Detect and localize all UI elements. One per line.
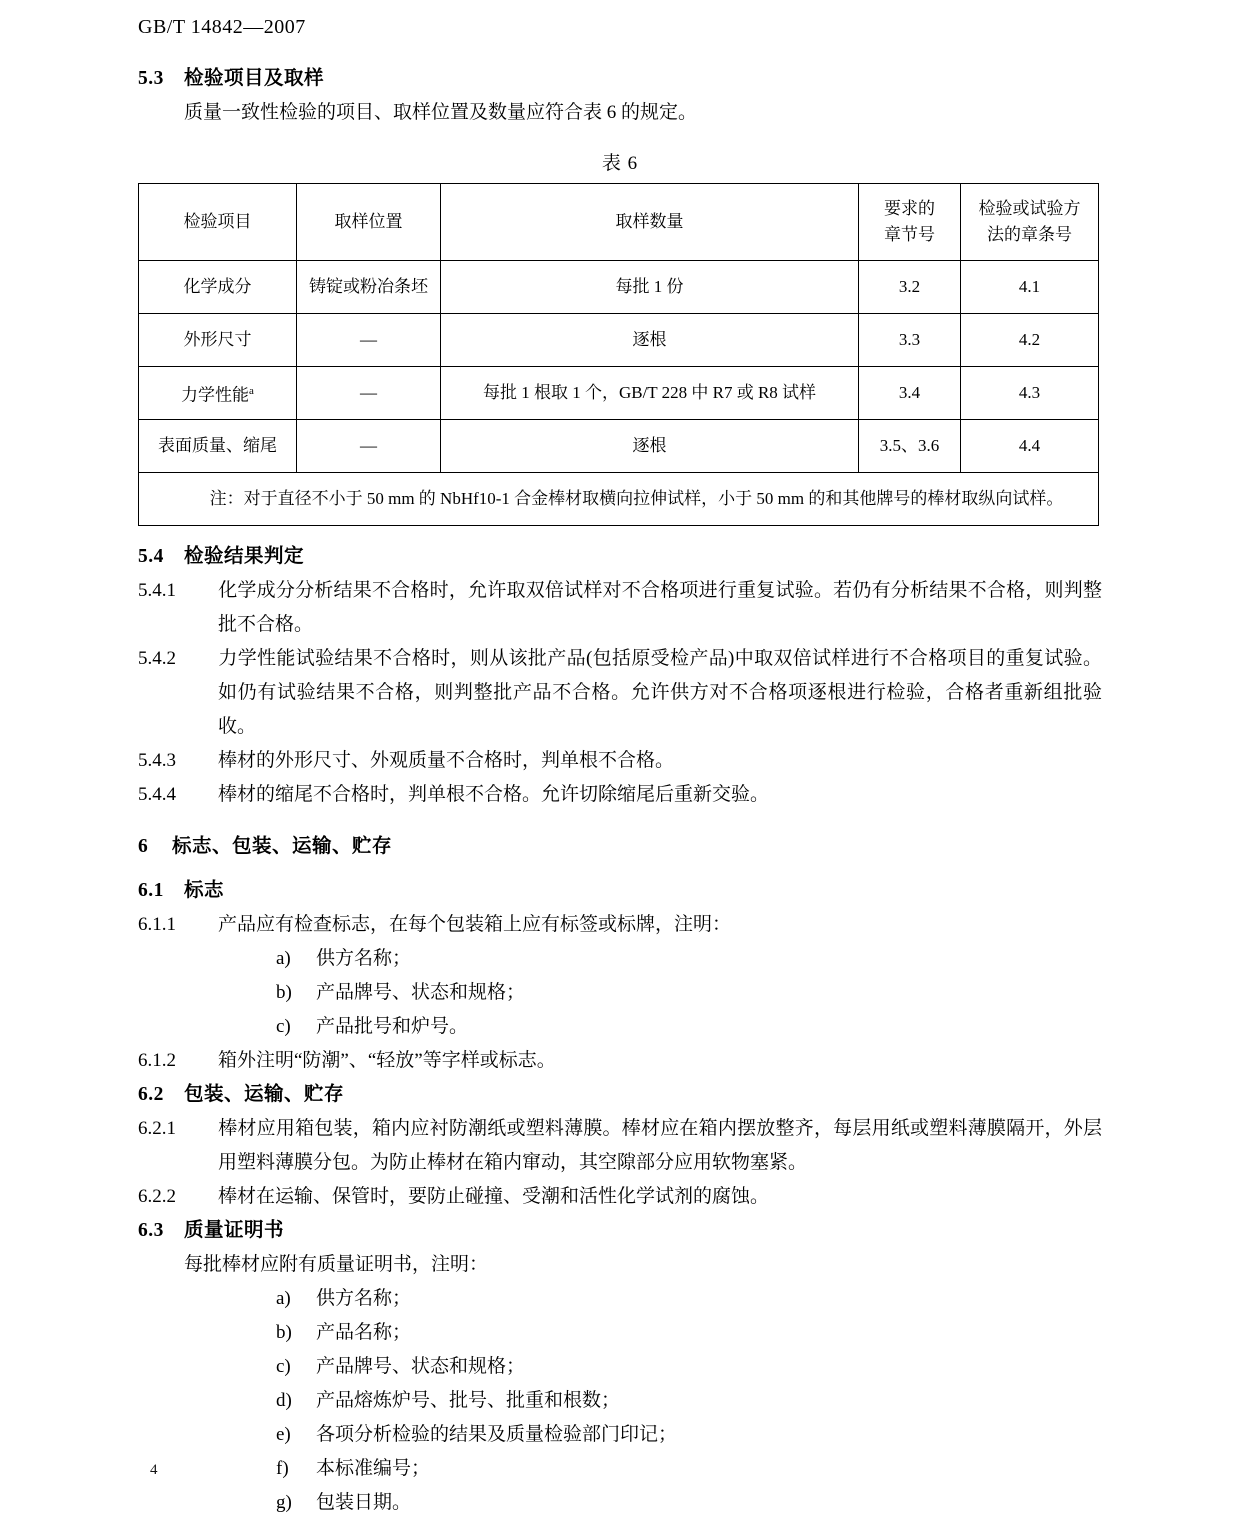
list-item bbox=[138, 1452, 1102, 1486]
heading-6-2 bbox=[138, 1078, 1102, 1106]
cell-quantity: 逐根 bbox=[441, 420, 859, 473]
paragraph-5-4-2-label: 5.4.2 bbox=[138, 648, 176, 669]
cell-item-text: 力学性能 bbox=[181, 385, 250, 405]
list-item-text: 本标准编号； bbox=[316, 1458, 431, 1479]
list-item-text: 供方名称； bbox=[316, 948, 412, 969]
paragraph-5-4-2-text: 力学性能试验结果不合格时，则从该批产品(包括原受检产品)中取双倍试样进行不合格项目的重复试验。如仍有试验结果不合格，则判整批产品不合格。允许供方对不合格项逐根进行检验，合格者重新组批验收。 bbox=[218, 648, 1102, 737]
cell-position: — bbox=[297, 314, 441, 367]
list-item-text: 产品名称； bbox=[316, 1322, 412, 1343]
cell-quantity: 每批 1 根取 1 个，GB/T 228 中 R7 或 R8 试样 bbox=[441, 367, 859, 420]
cell-position: 铸锭或粉冶条坯 bbox=[297, 261, 441, 314]
paragraph-6-2-2-label: 6.2.2 bbox=[138, 1186, 176, 1207]
cell-item: 化学成分 bbox=[139, 261, 297, 314]
header-cell-req-clause-line1: 要求的 bbox=[884, 199, 935, 218]
heading-6-3-number: 6.3 bbox=[138, 1220, 164, 1241]
list-item-marker: d) bbox=[276, 1390, 292, 1411]
list-item-marker: c) bbox=[276, 1016, 291, 1037]
paragraph-5-4-3-label: 5.4.3 bbox=[138, 750, 176, 771]
paragraph-6-2-1-text: 棒材应用箱包装，箱内应衬防潮纸或塑料薄膜。棒材应在箱内摆放整齐，每层用纸或塑料薄膜隔开，外层用塑料薄膜分包。为防止棒材在箱内窜动，其空隙部分应用软物塞紧。 bbox=[218, 1118, 1102, 1173]
heading-6-1 bbox=[138, 874, 1102, 902]
cell-method-clause: 4.2 bbox=[961, 314, 1099, 367]
cell-req-clause: 3.4 bbox=[859, 367, 961, 420]
table-6 bbox=[138, 183, 1099, 526]
list-item-marker: b) bbox=[276, 1322, 292, 1343]
list-item-marker: b) bbox=[276, 982, 292, 1003]
cell-req-clause: 3.2 bbox=[859, 261, 961, 314]
heading-5-3-number: 5.3 bbox=[138, 68, 164, 89]
list-item-text: 产品牌号、状态和规格； bbox=[316, 1356, 526, 1377]
header-cell-position: 取样位置 bbox=[297, 184, 441, 261]
list-item bbox=[138, 1282, 1102, 1316]
paragraph-6-2-2 bbox=[138, 1180, 1102, 1214]
paragraph-6-2-2-text: 棒材在运输、保管时，要防止碰撞、受潮和活性化学试剂的腐蚀。 bbox=[218, 1186, 770, 1207]
cell-item bbox=[139, 367, 297, 420]
list-item-marker: e) bbox=[276, 1424, 291, 1445]
heading-5-4-number: 5.4 bbox=[138, 546, 164, 567]
table-row bbox=[139, 261, 1099, 314]
cell-quantity: 逐根 bbox=[441, 314, 859, 367]
list-item-marker: a) bbox=[276, 948, 291, 969]
list-item-text: 供方名称； bbox=[316, 1288, 412, 1309]
list-item bbox=[138, 942, 1102, 976]
heading-6 bbox=[138, 830, 1102, 858]
list-item bbox=[138, 1350, 1102, 1384]
header-cell-quantity: 取样数量 bbox=[441, 184, 859, 261]
table-row bbox=[139, 367, 1099, 420]
paragraph-6-2-1-label: 6.2.1 bbox=[138, 1118, 176, 1139]
header-cell-method-clause-line1: 检验或试验方 bbox=[978, 199, 1081, 218]
cell-position: — bbox=[297, 367, 441, 420]
heading-6-3-title: 质量证明书 bbox=[184, 1220, 285, 1241]
list-item-text: 产品批号和炉号。 bbox=[316, 1016, 469, 1037]
paragraph-5-4-1-label: 5.4.1 bbox=[138, 580, 176, 601]
header-cell-item: 检验项目 bbox=[139, 184, 297, 261]
page-header-standard-code: GB/T 14842—2007 bbox=[138, 16, 306, 38]
heading-6-2-title: 包装、运输、贮存 bbox=[184, 1084, 345, 1105]
paragraph-5-4-3 bbox=[138, 744, 1102, 778]
paragraph-5-4-4-label: 5.4.4 bbox=[138, 784, 176, 805]
footer-page-number: 4 bbox=[150, 1462, 158, 1478]
heading-6-title: 标志、包装、运输、贮存 bbox=[172, 836, 393, 857]
header-cell-method-clause-line2: 法的章条号 bbox=[987, 225, 1072, 244]
paragraph-6-2-1 bbox=[138, 1112, 1102, 1180]
heading-6-1-title: 标志 bbox=[184, 880, 225, 901]
table-note-cell bbox=[139, 473, 1099, 526]
paragraph-5-4-1 bbox=[138, 574, 1102, 642]
paragraph-5-4-3-text: 棒材的外形尺寸、外观质量不合格时，判单根不合格。 bbox=[218, 750, 675, 771]
cell-req-clause: 3.3 bbox=[859, 314, 961, 367]
heading-6-3 bbox=[138, 1214, 1102, 1242]
paragraph-6-1-1 bbox=[138, 908, 1102, 942]
cell-item: 表面质量、缩尾 bbox=[139, 420, 297, 473]
list-item-text: 包装日期。 bbox=[316, 1492, 412, 1513]
paragraph-5-4-1-text: 化学成分分析结果不合格时，允许取双倍试样对不合格项进行重复试验。若仍有分析结果不合格，则判整批不合格。 bbox=[218, 580, 1102, 635]
heading-6-1-number: 6.1 bbox=[138, 880, 164, 901]
table-row bbox=[139, 420, 1099, 473]
cell-quantity: 每批 1 份 bbox=[441, 261, 859, 314]
table-note-text: 注：对于直径不小于 50 mm 的 NbHf10-1 合金棒材取横向拉伸试样，小于 50 mm 的和其他牌号的棒材取纵向试样。 bbox=[209, 489, 1064, 508]
paragraph-5-4-4-text: 棒材的缩尾不合格时，判单根不合格。允许切除缩尾后重新交验。 bbox=[218, 784, 770, 805]
list-item-marker: g) bbox=[276, 1492, 292, 1513]
header-cell-req-clause-line2: 章节号 bbox=[884, 225, 935, 244]
list-item-text: 产品熔炼炉号、批号、批重和根数； bbox=[316, 1390, 621, 1411]
cell-method-clause: 4.3 bbox=[961, 367, 1099, 420]
heading-5-4-title: 检验结果判定 bbox=[184, 546, 305, 567]
paragraph-5-4-2 bbox=[138, 642, 1102, 744]
heading-6-number: 6 bbox=[138, 836, 149, 857]
list-item bbox=[138, 1486, 1102, 1520]
paragraph-6-1-2-label: 6.1.2 bbox=[138, 1050, 176, 1071]
cell-item-footnote-marker: a bbox=[249, 384, 254, 397]
list-item bbox=[138, 1316, 1102, 1350]
list-item bbox=[138, 1418, 1102, 1452]
heading-5-4 bbox=[138, 540, 1102, 568]
list-item bbox=[138, 1010, 1102, 1044]
heading-5-3-title: 检验项目及取样 bbox=[184, 68, 325, 89]
heading-6-2-number: 6.2 bbox=[138, 1084, 164, 1105]
list-item-marker: a) bbox=[276, 1288, 291, 1309]
header-cell-method-clause bbox=[961, 184, 1099, 261]
table-row bbox=[139, 314, 1099, 367]
table-header-row bbox=[139, 184, 1099, 261]
list-item-marker: f) bbox=[276, 1458, 289, 1479]
cell-req-clause: 3.5、3.6 bbox=[859, 420, 961, 473]
list-item bbox=[138, 976, 1102, 1010]
paragraph-6-1-2-text: 箱外注明“防潮”、“轻放”等字样或标志。 bbox=[218, 1050, 556, 1071]
paragraph-6-1-1-text: 产品应有检查标志，在每个包装箱上应有标签或标牌，注明： bbox=[218, 914, 732, 935]
paragraph-6-3-intro: 每批棒材应附有质量证明书，注明： bbox=[184, 1254, 489, 1275]
page-content bbox=[138, 62, 1102, 1520]
header-cell-req-clause bbox=[859, 184, 961, 261]
cell-position: — bbox=[297, 420, 441, 473]
list-item-text: 产品牌号、状态和规格； bbox=[316, 982, 526, 1003]
list-item-marker: c) bbox=[276, 1356, 291, 1377]
cell-method-clause: 4.4 bbox=[961, 420, 1099, 473]
paragraph-5-4-4 bbox=[138, 778, 1102, 812]
table-note-row bbox=[139, 473, 1099, 526]
paragraph-6-1-2 bbox=[138, 1044, 1102, 1078]
heading-5-3 bbox=[138, 62, 1102, 90]
list-item-text: 各项分析检验的结果及质量检验部门印记； bbox=[316, 1424, 678, 1445]
paragraph-6-1-1-label: 6.1.1 bbox=[138, 914, 176, 935]
cell-method-clause: 4.1 bbox=[961, 261, 1099, 314]
paragraph-5-3-intro: 质量一致性检验的项目、取样位置及数量应符合表 6 的规定。 bbox=[184, 102, 698, 123]
list-item bbox=[138, 1384, 1102, 1418]
cell-item: 外形尺寸 bbox=[139, 314, 297, 367]
table-6-caption: 表 6 bbox=[601, 153, 639, 174]
